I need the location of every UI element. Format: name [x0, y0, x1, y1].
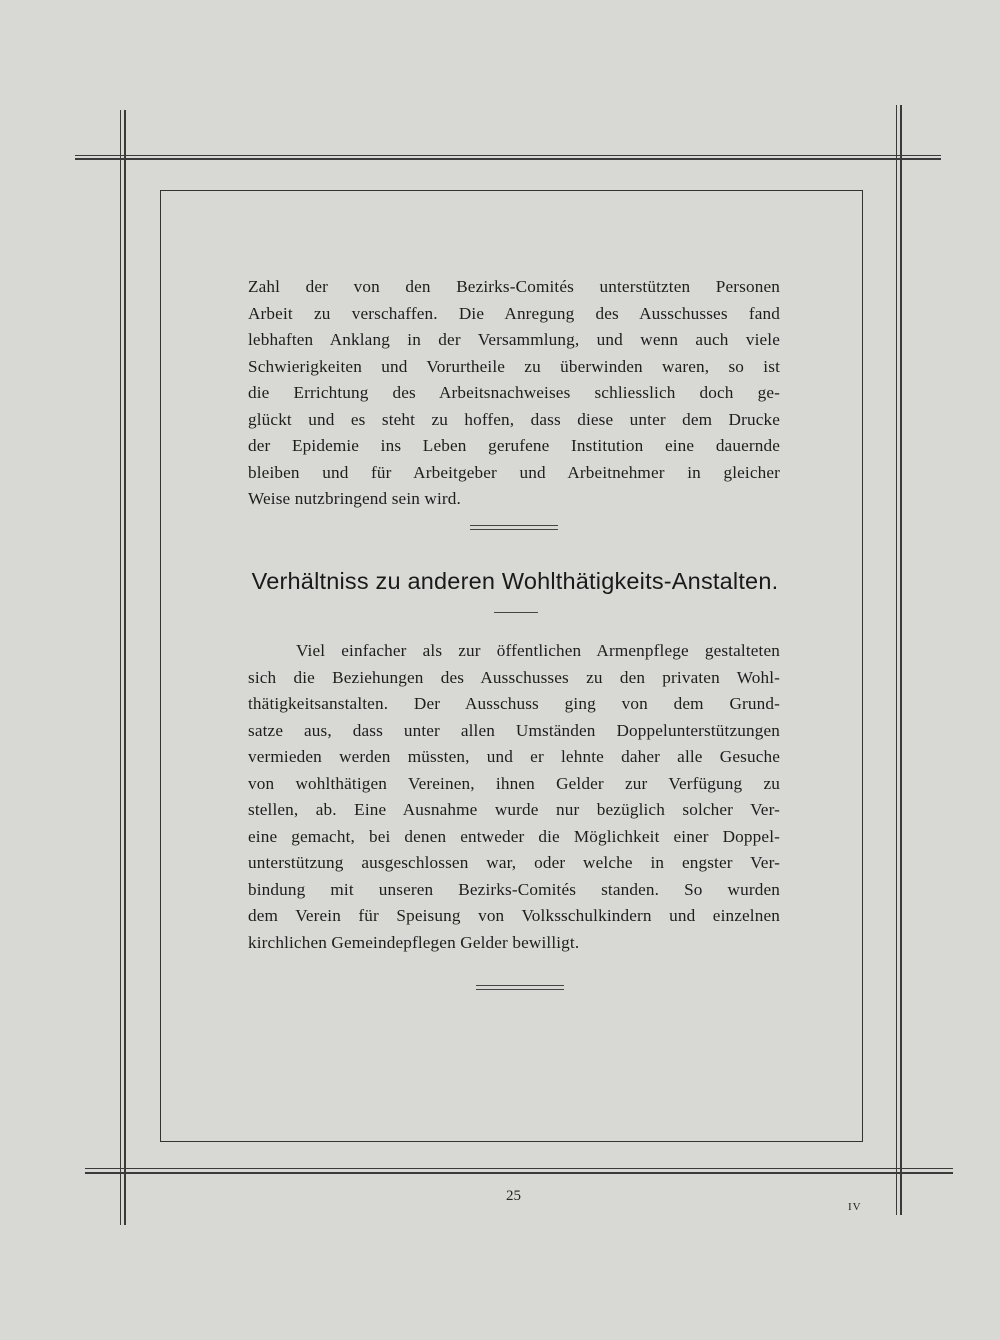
text-line: unterstützung ausgeschlossen war, oder welche in engster Ver-: [248, 853, 780, 872]
signature-mark: IV: [848, 1201, 862, 1213]
paragraph-charities: [248, 638, 780, 956]
section-divider-lower: [476, 985, 564, 990]
text-line: sich die Beziehungen des Ausschusses zu den privaten Wohl-: [248, 667, 780, 687]
text-line: die Errichtung des Arbeitsnachweises schliesslich doch ge-: [248, 383, 780, 402]
text-line: kirchlichen Gemeindepflegen Gelder bewilligt.: [248, 932, 580, 952]
frame-top-rule-outer: [75, 155, 941, 156]
section-divider-upper: [470, 525, 558, 530]
text-line: satze aus, dass unter allen Umständen Doppelunterstützungen: [248, 720, 780, 740]
text-line: Viel einfacher als zur öffentlichen Armenpflege gestalteten: [296, 641, 780, 660]
text-line: dem Verein für Speisung von Volksschulkindern und einzelnen: [248, 906, 780, 925]
frame-bottom-rule-inner: [85, 1172, 953, 1174]
text-line: der Epidemie ins Leben gerufene Institution eine dauernde: [248, 436, 780, 455]
text-line: stellen, ab. Eine Ausnahme wurde nur bezüglich solcher Ver-: [248, 800, 780, 819]
text-line: bleiben und für Arbeitgeber und Arbeitnehmer in gleicher: [248, 462, 780, 482]
text-line: Schwierigkeiten und Vorurtheile zu überwinden waren, so ist: [248, 356, 780, 376]
text-line: eine gemacht, bei denen entweder die Möglichkeit einer Doppel-: [248, 826, 780, 846]
text-line: Arbeit zu verschaffen. Die Anregung des Ausschusses fand: [248, 303, 780, 323]
section-heading: Verhältniss zu anderen Wohlthätigkeits-Anstalten.: [251, 568, 779, 594]
paragraph-employment-office: [248, 274, 780, 513]
text-line: lebhaften Anklang in der Versammlung, und wenn auch viele: [248, 330, 780, 349]
text-line: von wohlthätigen Vereinen, ihnen Gelder zur Verfügung zu: [248, 773, 780, 793]
text-line: Weise nutzbringend sein wird.: [248, 489, 461, 508]
frame-top-rule-inner: [75, 158, 941, 160]
text-line: vermieden werden müssten, und er lehnte daher alle Gesuche: [248, 747, 780, 766]
text-line: glückt und es steht zu hoffen, dass diese unter dem Drucke: [248, 409, 780, 429]
frame-bottom-rule-outer: [85, 1168, 953, 1169]
heading-underline: [494, 612, 538, 613]
page-number: 25: [506, 1188, 521, 1204]
text-line: thätigkeitsanstalten. Der Ausschuss ging von dem Grund-: [248, 694, 780, 713]
text-line: bindung mit unseren Bezirks-Comités standen. So wurden: [248, 879, 780, 899]
frame-left-rule-2: [124, 110, 126, 1225]
text-line: Zahl der von den Bezirks-Comités unterstützten Personen: [248, 277, 780, 296]
frame-left-rule: [120, 110, 121, 1225]
frame-right-rule-2: [900, 105, 902, 1215]
frame-right-rule: [896, 105, 897, 1215]
